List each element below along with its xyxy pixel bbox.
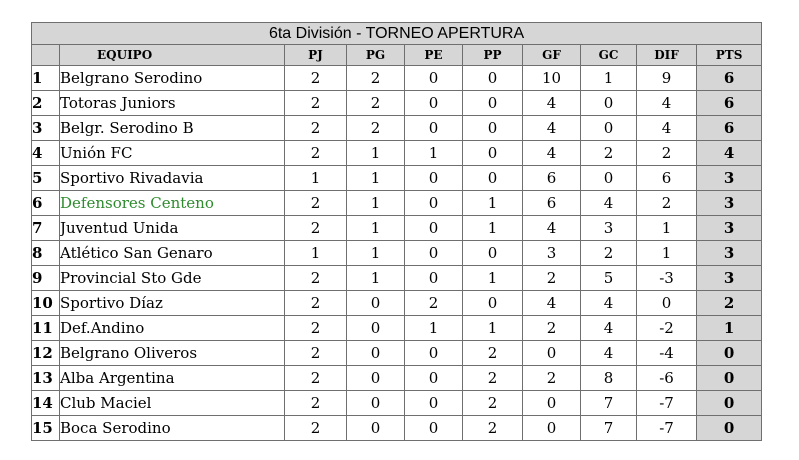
team-cell: Atlético San Genaro xyxy=(60,241,285,266)
pj-cell: 2 xyxy=(285,216,347,241)
dif-cell: -2 xyxy=(637,316,697,341)
pts-cell: 3 xyxy=(697,216,762,241)
gc-cell: 7 xyxy=(581,391,637,416)
dif-cell: 0 xyxy=(637,291,697,316)
dif-cell: -7 xyxy=(637,391,697,416)
pe-cell: 0 xyxy=(405,416,463,441)
team-cell: Alba Argentina xyxy=(60,366,285,391)
pj-cell: 2 xyxy=(285,341,347,366)
pg-cell: 2 xyxy=(347,116,405,141)
dif-cell: 6 xyxy=(637,166,697,191)
pts-cell: 0 xyxy=(697,391,762,416)
pe-cell: 0 xyxy=(405,216,463,241)
pe-cell: 0 xyxy=(405,66,463,91)
gc-cell: 4 xyxy=(581,191,637,216)
pts-cell: 6 xyxy=(697,116,762,141)
table-row xyxy=(32,166,762,191)
pp-cell: 0 xyxy=(463,66,523,91)
gf-cell: 6 xyxy=(523,191,581,216)
table-row-highlighted xyxy=(32,191,762,216)
gc-cell: 4 xyxy=(581,316,637,341)
pts-cell: 1 xyxy=(697,316,762,341)
pg-cell: 1 xyxy=(347,241,405,266)
dif-cell: -3 xyxy=(637,266,697,291)
team-cell: Def.Andino xyxy=(60,316,285,341)
header-team: EQUIPO xyxy=(60,45,285,66)
pe-cell: 0 xyxy=(405,266,463,291)
dif-cell: 2 xyxy=(637,141,697,166)
pg-cell: 0 xyxy=(347,366,405,391)
pg-cell: 0 xyxy=(347,316,405,341)
gf-cell: 3 xyxy=(523,241,581,266)
pts-cell: 3 xyxy=(697,166,762,191)
gf-cell: 4 xyxy=(523,216,581,241)
pp-cell: 0 xyxy=(463,291,523,316)
pg-cell: 1 xyxy=(347,216,405,241)
pj-cell: 2 xyxy=(285,416,347,441)
table-row xyxy=(32,366,762,391)
team-cell: Juventud Unida xyxy=(60,216,285,241)
gc-cell: 8 xyxy=(581,366,637,391)
pj-cell: 1 xyxy=(285,166,347,191)
pg-cell: 1 xyxy=(347,191,405,216)
pp-cell: 2 xyxy=(463,366,523,391)
position-cell: 13 xyxy=(32,366,60,391)
header-pts: PTS xyxy=(697,45,762,66)
pp-cell: 0 xyxy=(463,141,523,166)
pts-cell: 3 xyxy=(697,241,762,266)
team-cell: Belgrano Serodino xyxy=(60,66,285,91)
team-cell: Sportivo Rivadavia xyxy=(60,166,285,191)
pg-cell: 0 xyxy=(347,391,405,416)
pp-cell: 0 xyxy=(463,116,523,141)
table-row xyxy=(32,241,762,266)
pp-cell: 0 xyxy=(463,166,523,191)
pts-cell: 0 xyxy=(697,366,762,391)
gf-cell: 2 xyxy=(523,266,581,291)
pj-cell: 2 xyxy=(285,91,347,116)
title-row xyxy=(32,23,762,45)
pe-cell: 0 xyxy=(405,191,463,216)
pj-cell: 2 xyxy=(285,391,347,416)
pg-cell: 2 xyxy=(347,66,405,91)
pj-cell: 2 xyxy=(285,116,347,141)
table-row xyxy=(32,291,762,316)
position-cell: 2 xyxy=(32,91,60,116)
position-cell: 1 xyxy=(32,66,60,91)
dif-cell: -6 xyxy=(637,366,697,391)
gc-cell: 2 xyxy=(581,141,637,166)
pe-cell: 0 xyxy=(405,116,463,141)
pts-cell: 6 xyxy=(697,66,762,91)
position-cell: 6 xyxy=(32,191,60,216)
pj-cell: 2 xyxy=(285,141,347,166)
team-cell: Club Maciel xyxy=(60,391,285,416)
standings-container xyxy=(31,22,762,441)
pts-cell: 6 xyxy=(697,91,762,116)
gf-cell: 0 xyxy=(523,416,581,441)
header-pp: PP xyxy=(463,45,523,66)
pg-cell: 0 xyxy=(347,291,405,316)
team-cell: Unión FC xyxy=(60,141,285,166)
gf-cell: 2 xyxy=(523,316,581,341)
gf-cell: 4 xyxy=(523,116,581,141)
team-cell: Sportivo Díaz xyxy=(60,291,285,316)
pj-cell: 2 xyxy=(285,316,347,341)
gc-cell: 0 xyxy=(581,116,637,141)
pj-cell: 1 xyxy=(285,241,347,266)
gf-cell: 6 xyxy=(523,166,581,191)
gc-cell: 4 xyxy=(581,291,637,316)
pp-cell: 1 xyxy=(463,191,523,216)
pe-cell: 1 xyxy=(405,316,463,341)
dif-cell: -7 xyxy=(637,416,697,441)
pe-cell: 0 xyxy=(405,341,463,366)
pp-cell: 1 xyxy=(463,266,523,291)
pj-cell: 2 xyxy=(285,366,347,391)
dif-cell: 9 xyxy=(637,66,697,91)
pp-cell: 1 xyxy=(463,216,523,241)
table-row xyxy=(32,391,762,416)
position-cell: 5 xyxy=(32,166,60,191)
table-row xyxy=(32,266,762,291)
pe-cell: 0 xyxy=(405,391,463,416)
pg-cell: 1 xyxy=(347,266,405,291)
gf-cell: 4 xyxy=(523,141,581,166)
pts-cell: 4 xyxy=(697,141,762,166)
gf-cell: 4 xyxy=(523,91,581,116)
dif-cell: -4 xyxy=(637,341,697,366)
pe-cell: 0 xyxy=(405,366,463,391)
position-cell: 14 xyxy=(32,391,60,416)
pe-cell: 0 xyxy=(405,241,463,266)
table-row xyxy=(32,66,762,91)
dif-cell: 1 xyxy=(637,216,697,241)
standings-table xyxy=(31,22,762,441)
pp-cell: 2 xyxy=(463,391,523,416)
pg-cell: 1 xyxy=(347,141,405,166)
pg-cell: 2 xyxy=(347,91,405,116)
table-row xyxy=(32,316,762,341)
team-cell: Belgrano Oliveros xyxy=(60,341,285,366)
dif-cell: 1 xyxy=(637,241,697,266)
position-cell: 7 xyxy=(32,216,60,241)
gc-cell: 5 xyxy=(581,266,637,291)
header-row xyxy=(32,45,762,66)
pg-cell: 0 xyxy=(347,416,405,441)
dif-cell: 4 xyxy=(637,116,697,141)
header-pj: PJ xyxy=(285,45,347,66)
pts-cell: 3 xyxy=(697,266,762,291)
dif-cell: 2 xyxy=(637,191,697,216)
header-pe: PE xyxy=(405,45,463,66)
position-cell: 9 xyxy=(32,266,60,291)
team-cell: Belgr. Serodino B xyxy=(60,116,285,141)
gc-cell: 0 xyxy=(581,91,637,116)
pg-cell: 1 xyxy=(347,166,405,191)
pp-cell: 2 xyxy=(463,341,523,366)
pp-cell: 1 xyxy=(463,316,523,341)
gc-cell: 4 xyxy=(581,341,637,366)
pts-cell: 0 xyxy=(697,341,762,366)
header-pos xyxy=(32,45,60,66)
pp-cell: 0 xyxy=(463,241,523,266)
position-cell: 15 xyxy=(32,416,60,441)
header-gc: GC xyxy=(581,45,637,66)
position-cell: 4 xyxy=(32,141,60,166)
pg-cell: 0 xyxy=(347,341,405,366)
table-row xyxy=(32,416,762,441)
gc-cell: 3 xyxy=(581,216,637,241)
table-row xyxy=(32,141,762,166)
position-cell: 3 xyxy=(32,116,60,141)
pts-cell: 3 xyxy=(697,191,762,216)
pj-cell: 2 xyxy=(285,191,347,216)
team-cell: Defensores Centeno xyxy=(60,191,285,216)
pj-cell: 2 xyxy=(285,266,347,291)
pj-cell: 2 xyxy=(285,291,347,316)
team-cell: Provincial Sto Gde xyxy=(60,266,285,291)
pts-cell: 2 xyxy=(697,291,762,316)
header-pg: PG xyxy=(347,45,405,66)
gc-cell: 0 xyxy=(581,166,637,191)
dif-cell: 4 xyxy=(637,91,697,116)
pp-cell: 2 xyxy=(463,416,523,441)
gf-cell: 0 xyxy=(523,341,581,366)
position-cell: 10 xyxy=(32,291,60,316)
table-row xyxy=(32,116,762,141)
gf-cell: 10 xyxy=(523,66,581,91)
pe-cell: 1 xyxy=(405,141,463,166)
pj-cell: 2 xyxy=(285,66,347,91)
gf-cell: 4 xyxy=(523,291,581,316)
gc-cell: 2 xyxy=(581,241,637,266)
position-cell: 11 xyxy=(32,316,60,341)
pts-cell: 0 xyxy=(697,416,762,441)
table-row xyxy=(32,341,762,366)
pp-cell: 0 xyxy=(463,91,523,116)
position-cell: 8 xyxy=(32,241,60,266)
gf-cell: 0 xyxy=(523,391,581,416)
table-row xyxy=(32,216,762,241)
header-gf: GF xyxy=(523,45,581,66)
team-cell: Boca Serodino xyxy=(60,416,285,441)
gc-cell: 7 xyxy=(581,416,637,441)
header-dif: DIF xyxy=(637,45,697,66)
table-title: 6ta División - TORNEO APERTURA xyxy=(32,23,762,45)
team-cell: Totoras Juniors xyxy=(60,91,285,116)
position-cell: 12 xyxy=(32,341,60,366)
pe-cell: 0 xyxy=(405,166,463,191)
pe-cell: 2 xyxy=(405,291,463,316)
pe-cell: 0 xyxy=(405,91,463,116)
gc-cell: 1 xyxy=(581,66,637,91)
table-row xyxy=(32,91,762,116)
gf-cell: 2 xyxy=(523,366,581,391)
